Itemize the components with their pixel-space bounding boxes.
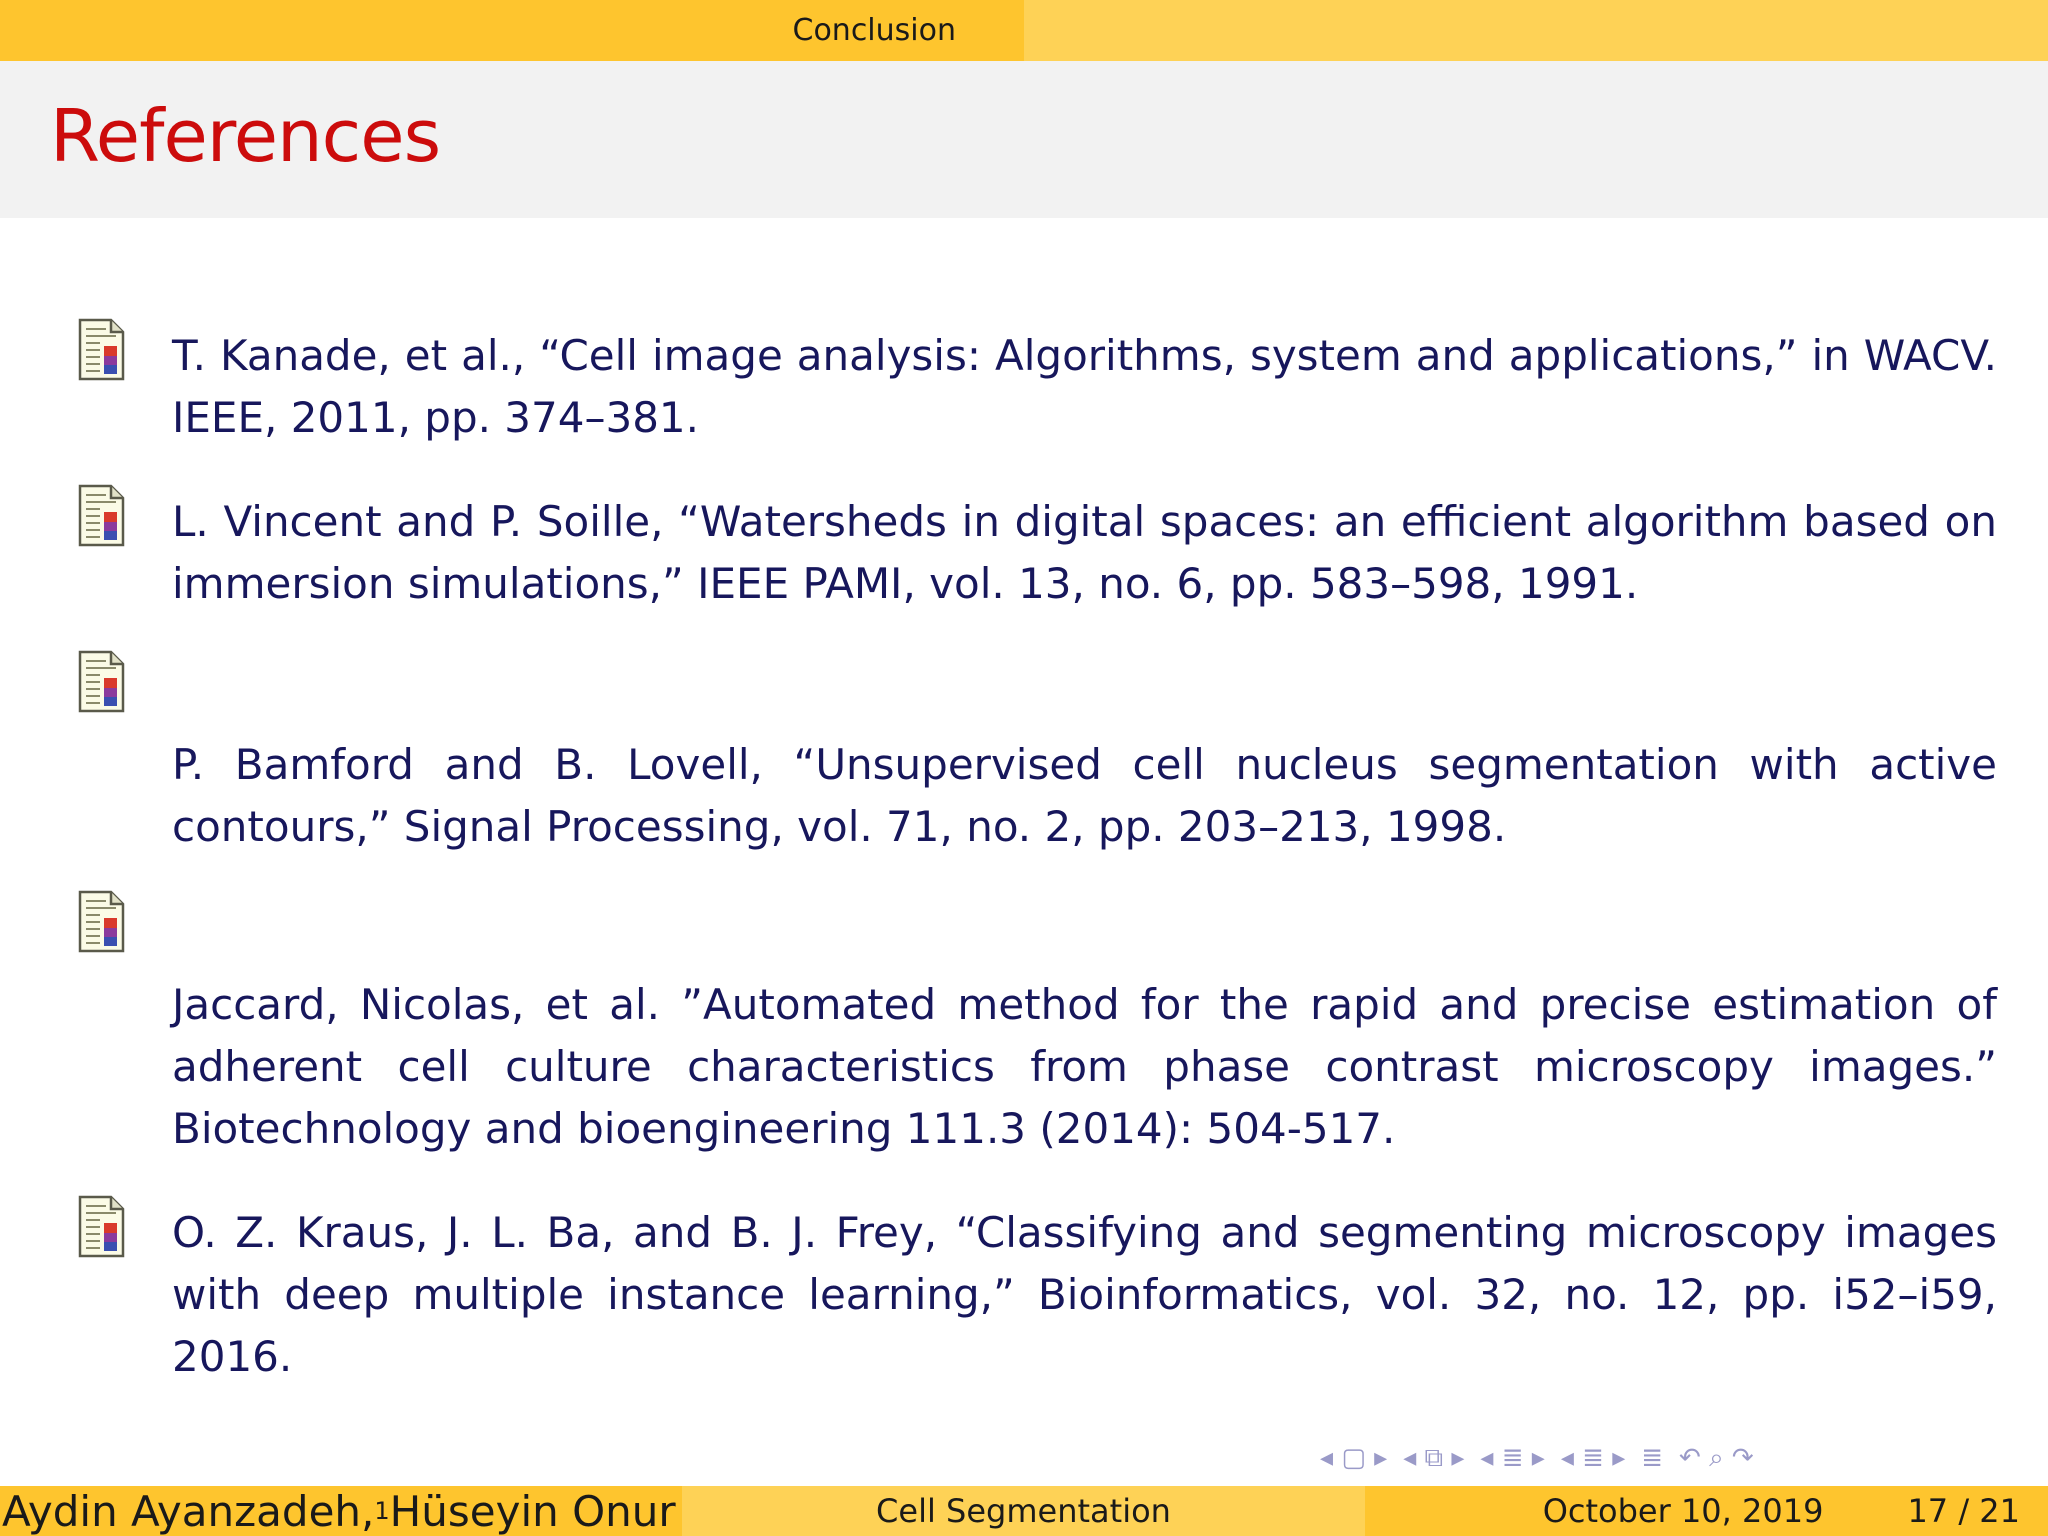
page-number: 17 / 21 bbox=[1907, 1492, 2020, 1530]
section-nav-filler bbox=[1024, 0, 2048, 61]
bib-article-icon bbox=[78, 484, 125, 547]
footline bbox=[0, 1486, 2048, 1536]
author-affiliation-mark: 1 bbox=[374, 1497, 390, 1525]
nav-subsection-icon[interactable]: ◂ ≣ ▸ bbox=[1480, 1443, 1545, 1473]
author-name-rest: Hüseyin Onur bbox=[389, 1486, 676, 1536]
section-link-conclusion[interactable]: Conclusion bbox=[792, 13, 956, 48]
bib-article-icon bbox=[78, 318, 125, 381]
navigation-symbols bbox=[1320, 1440, 2030, 1476]
reference-text: T. Kanade, et al., “Cell image analysis: Algorithms, system and applications,” in WACV. IEEE, 2011, pp. 374–381. bbox=[172, 331, 1997, 442]
section-nav bbox=[0, 0, 1024, 61]
nav-align-icon[interactable]: ≣ bbox=[1641, 1443, 1664, 1473]
reference-text: L. Vincent and P. Soille, “Watersheds in digital spaces: an efficient algorithm based on immersion simulations,” IEEE PAMI, vol. 13, no. 6, pp. 583–598, 1991. bbox=[172, 497, 1997, 608]
footer-date: October 10, 2019 bbox=[1542, 1492, 1824, 1530]
author-name: Aydin Ayanzadeh, bbox=[2, 1486, 375, 1536]
nav-section-icon[interactable]: ◂ ≣ ▸ bbox=[1560, 1443, 1626, 1473]
reference-text: O. Z. Kraus, J. L. Ba, and B. J. Frey, “Classifying and segmenting microscopy images with deep multiple instance learning,” Bioinformatics, vol. 32, no. 12, pp. i52–i59, 2016. bbox=[172, 1208, 1997, 1381]
footer-date-page bbox=[1365, 1486, 2048, 1536]
page-title: References bbox=[50, 94, 441, 178]
nav-frame-icon[interactable]: ◂ ⧉ ▸ bbox=[1403, 1442, 1465, 1473]
bib-article-icon bbox=[78, 650, 125, 713]
bib-article-icon bbox=[78, 890, 125, 953]
footer-author bbox=[0, 1486, 682, 1536]
bib-article-icon bbox=[78, 1195, 125, 1258]
footer-short-title: Cell Segmentation bbox=[682, 1486, 1365, 1536]
nav-slide-icon[interactable]: ◂ ▢ ▸ bbox=[1320, 1443, 1388, 1473]
reference-text: P. Bamford and B. Lovell, “Unsupervised cell nucleus segmentation with active contours,” Signal Processing, vol. 71, no. 2, pp. 203–213, 1998. bbox=[172, 740, 1997, 851]
section-header-bar bbox=[0, 0, 2048, 61]
reference-text: Jaccard, Nicolas, et al. ”Automated method for the rapid and precise estimation of adherent cell culture characteristics from phase contrast microscopy images.” Biotechnology and bioengineering 111.3 (2014): 504-517. bbox=[172, 980, 1997, 1153]
nav-undo-search-redo-icon[interactable]: ↶ ⌕ ↷ bbox=[1679, 1442, 1754, 1473]
